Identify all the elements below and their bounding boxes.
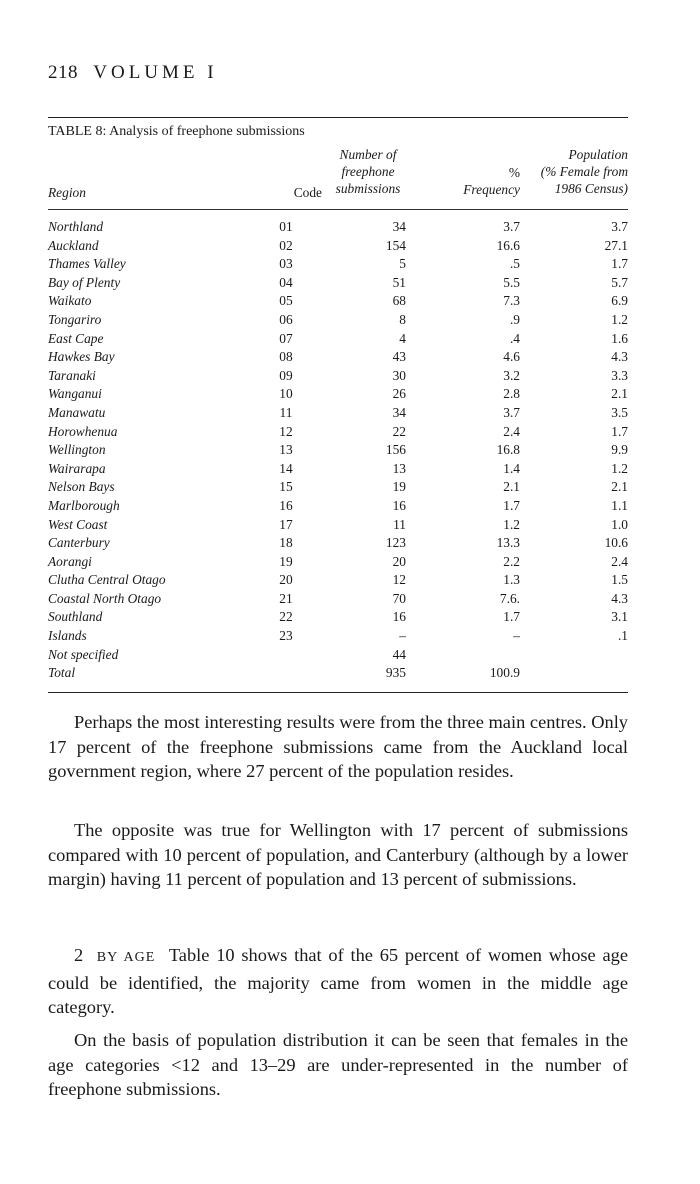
population-cell: .1 — [617, 628, 628, 644]
table-row — [48, 646, 628, 665]
table-row — [48, 274, 628, 293]
region-cell: Wanganui — [48, 386, 102, 402]
header-population-line: Population — [568, 147, 628, 162]
submissions-cell: 22 — [392, 423, 406, 439]
population-cell: 5.7 — [611, 274, 628, 290]
region-cell: Southland — [48, 609, 103, 625]
region-cell: Wellington — [48, 442, 106, 458]
table-caption: TABLE 8: Analysis of freephone submissions — [48, 124, 305, 139]
code-cell: 07 — [279, 330, 293, 346]
frequency-cell: 3.7 — [503, 219, 520, 234]
volume-title: VOLUME I — [93, 62, 218, 83]
region-cell: Marlborough — [48, 497, 120, 513]
table-row — [48, 478, 628, 497]
table-row — [48, 237, 628, 256]
region-cell: Manawatu — [48, 404, 106, 420]
paragraph-text: Perhaps the most interesting results were from the three main centres. Only 17 percent of the freephone submissions came from the Auckland local government region, where 27 percent of the population resides. — [48, 712, 628, 781]
header-population-line: 1986 Census) — [554, 181, 628, 196]
code-cell: 13 — [279, 442, 293, 458]
table-row — [48, 627, 628, 646]
population-cell: 1.2 — [611, 311, 628, 327]
frequency-cell: .5 — [509, 256, 520, 272]
section-heading: BY AGE — [96, 950, 156, 965]
region-cell: Total — [48, 665, 76, 681]
submissions-cell: 156 — [385, 442, 406, 458]
table-body — [48, 218, 628, 683]
frequency-cell: 13.3 — [496, 535, 520, 551]
running-head — [48, 62, 218, 84]
paragraph-main-centres — [48, 710, 628, 784]
population-cell: 10.6 — [604, 535, 628, 551]
paragraph-text — [48, 943, 628, 1020]
table-row — [48, 571, 628, 590]
region-cell: Not specified — [48, 646, 119, 662]
frequency-cell: 1.7 — [503, 497, 520, 513]
population-cell: 6.9 — [611, 293, 628, 309]
region-cell: Northland — [48, 219, 104, 234]
submissions-cell: 43 — [392, 349, 406, 365]
region-cell: Auckland — [48, 237, 99, 253]
population-cell: 1.7 — [611, 423, 628, 439]
table-row — [48, 330, 628, 349]
header-population — [490, 146, 628, 197]
frequency-cell: 7.3 — [503, 293, 520, 309]
table-header-rule — [48, 209, 628, 210]
region-cell: Thames Valley — [48, 256, 126, 272]
table-row — [48, 664, 628, 683]
submissions-cell: 13 — [392, 460, 406, 476]
table-row — [48, 553, 628, 572]
code-cell: 03 — [279, 256, 293, 272]
population-cell: 3.5 — [611, 404, 628, 420]
table-row — [48, 460, 628, 479]
frequency-cell: 2.2 — [503, 553, 520, 569]
population-cell: 1.5 — [611, 572, 628, 588]
population-cell: 1.7 — [611, 256, 628, 272]
frequency-cell: 3.7 — [503, 404, 520, 420]
table-row — [48, 218, 628, 237]
code-cell: 06 — [279, 311, 293, 327]
section-number: 2 — [74, 945, 84, 965]
code-cell: 16 — [279, 497, 293, 513]
code-cell: 22 — [279, 609, 293, 625]
code-cell: 04 — [279, 274, 293, 290]
population-cell: 2.1 — [611, 386, 628, 402]
submissions-cell: 44 — [392, 646, 406, 662]
table-row — [48, 367, 628, 386]
population-cell: 1.2 — [611, 460, 628, 476]
population-cell: 3.3 — [611, 367, 628, 383]
region-cell: Waikato — [48, 293, 92, 309]
code-cell: 08 — [279, 349, 293, 365]
frequency-cell: 2.1 — [503, 479, 520, 495]
frequency-cell: 100.9 — [489, 665, 520, 681]
submissions-cell: 20 — [392, 553, 406, 569]
region-cell: Hawkes Bay — [48, 349, 115, 365]
header-submissions-line: freephone — [341, 164, 395, 179]
population-cell: 1.1 — [611, 497, 628, 513]
submissions-cell: 8 — [399, 311, 406, 327]
submissions-cell: 4 — [399, 330, 406, 346]
submissions-cell: – — [399, 628, 406, 644]
submissions-cell: 16 — [392, 497, 406, 513]
frequency-cell: 2.4 — [503, 423, 520, 439]
frequency-cell: 1.2 — [503, 516, 520, 532]
table-row — [48, 255, 628, 274]
frequency-cell: 1.4 — [503, 460, 520, 476]
frequency-cell: 16.6 — [496, 237, 520, 253]
header-code: Code — [293, 185, 322, 200]
code-cell: 11 — [279, 404, 293, 420]
header-region: Region — [48, 185, 86, 200]
code-cell: 21 — [279, 590, 293, 606]
header-submissions — [318, 146, 418, 197]
header-frequency-line: % — [508, 165, 520, 180]
submissions-cell: 11 — [393, 516, 406, 532]
submissions-cell: 16 — [392, 609, 406, 625]
region-cell: Clutha Central Otago — [48, 572, 166, 588]
submissions-cell: 935 — [385, 665, 406, 681]
table-row — [48, 516, 628, 535]
paragraph-by-age — [48, 943, 628, 1020]
region-cell: Horowhenua — [48, 423, 118, 439]
frequency-cell: 7.6. — [499, 590, 520, 606]
code-cell: 09 — [279, 367, 293, 383]
code-cell: 17 — [279, 516, 293, 532]
table-top-rule — [48, 117, 628, 118]
population-cell: 4.3 — [611, 349, 628, 365]
table-row — [48, 608, 628, 627]
header-frequency-line: Frequency — [463, 182, 520, 197]
code-cell: 18 — [279, 535, 293, 551]
submissions-cell: 34 — [392, 219, 406, 234]
frequency-cell: 16.8 — [496, 442, 520, 458]
table-row — [48, 423, 628, 442]
region-cell: Nelson Bays — [48, 479, 115, 495]
paragraph-population-distribution — [48, 1028, 628, 1102]
frequency-cell: – — [513, 628, 520, 644]
region-cell: Coastal North Otago — [48, 590, 162, 606]
paragraph-body: Table 10 shows that of the 65 percent of women whose age could be identified, the majority came from women in the middle age category. — [48, 945, 628, 1017]
submissions-cell: 30 — [392, 367, 406, 383]
population-cell: 1.6 — [611, 330, 628, 346]
code-cell: 01 — [279, 219, 293, 234]
table-row — [48, 311, 628, 330]
population-cell: 4.3 — [611, 590, 628, 606]
submissions-cell: 70 — [392, 590, 406, 606]
code-cell: 20 — [279, 572, 293, 588]
submissions-cell: 26 — [392, 386, 406, 402]
region-cell: Aorangi — [48, 553, 92, 569]
frequency-cell: .9 — [509, 311, 520, 327]
region-cell: Wairarapa — [48, 460, 106, 476]
frequency-cell: 3.2 — [503, 367, 520, 383]
frequency-cell: .4 — [509, 330, 520, 346]
submissions-cell: 12 — [392, 572, 406, 588]
population-cell: 27.1 — [604, 237, 628, 253]
code-cell: 05 — [279, 293, 293, 309]
table-row — [48, 441, 628, 460]
population-cell: 2.1 — [611, 479, 628, 495]
frequency-cell: 1.3 — [503, 572, 520, 588]
code-cell: 02 — [279, 237, 293, 253]
paragraph-text: On the basis of population distribution it can be seen that females in the age categories <12 and 13–29 are under-represented in the number of freephone submissions. — [48, 1030, 628, 1099]
table-row — [48, 497, 628, 516]
code-cell: 15 — [279, 479, 293, 495]
frequency-cell: 2.8 — [503, 386, 520, 402]
population-cell: 9.9 — [611, 442, 628, 458]
submissions-cell: 5 — [399, 256, 406, 272]
table-row — [48, 534, 628, 553]
submissions-cell: 154 — [385, 237, 406, 253]
paragraph-wellington — [48, 818, 628, 892]
header-submissions-line: submissions — [335, 181, 401, 196]
region-cell: Tongariro — [48, 311, 102, 327]
submissions-cell: 123 — [385, 535, 406, 551]
frequency-cell: 5.5 — [503, 274, 520, 290]
frequency-cell: 1.7 — [503, 609, 520, 625]
region-cell: East Cape — [48, 330, 104, 346]
code-cell: 14 — [279, 460, 293, 476]
population-cell: 3.1 — [611, 609, 628, 625]
table-row — [48, 348, 628, 367]
table-bottom-rule — [48, 692, 628, 693]
code-cell: 12 — [279, 423, 293, 439]
population-cell: 3.7 — [611, 219, 628, 234]
submissions-cell: 19 — [392, 479, 406, 495]
population-cell: 1.0 — [611, 516, 628, 532]
submissions-cell: 51 — [392, 274, 406, 290]
code-cell: 19 — [279, 553, 293, 569]
header-population-line: (% Female from — [540, 164, 628, 179]
code-cell: 10 — [279, 386, 293, 402]
table-row — [48, 590, 628, 609]
table-row — [48, 404, 628, 423]
region-cell: Canterbury — [48, 535, 110, 551]
submissions-cell: 34 — [392, 404, 406, 420]
population-cell: 2.4 — [611, 553, 628, 569]
region-cell: West Coast — [48, 516, 108, 532]
region-cell: Taranaki — [48, 367, 96, 383]
region-cell: Islands — [48, 628, 87, 644]
submissions-cell: 68 — [392, 293, 406, 309]
table-row — [48, 292, 628, 311]
frequency-cell: 4.6 — [503, 349, 520, 365]
header-submissions-line: Number of — [339, 147, 397, 162]
table-row — [48, 385, 628, 404]
region-cell: Bay of Plenty — [48, 274, 121, 290]
code-cell: 23 — [279, 628, 293, 644]
paragraph-text: The opposite was true for Wellington with 17 percent of submissions compared with 10 percent of population, and Canterbury (although by a lower margin) having 11 percent of population and 13 percent of submissions. — [48, 820, 628, 889]
page-number: 218 — [48, 62, 78, 83]
